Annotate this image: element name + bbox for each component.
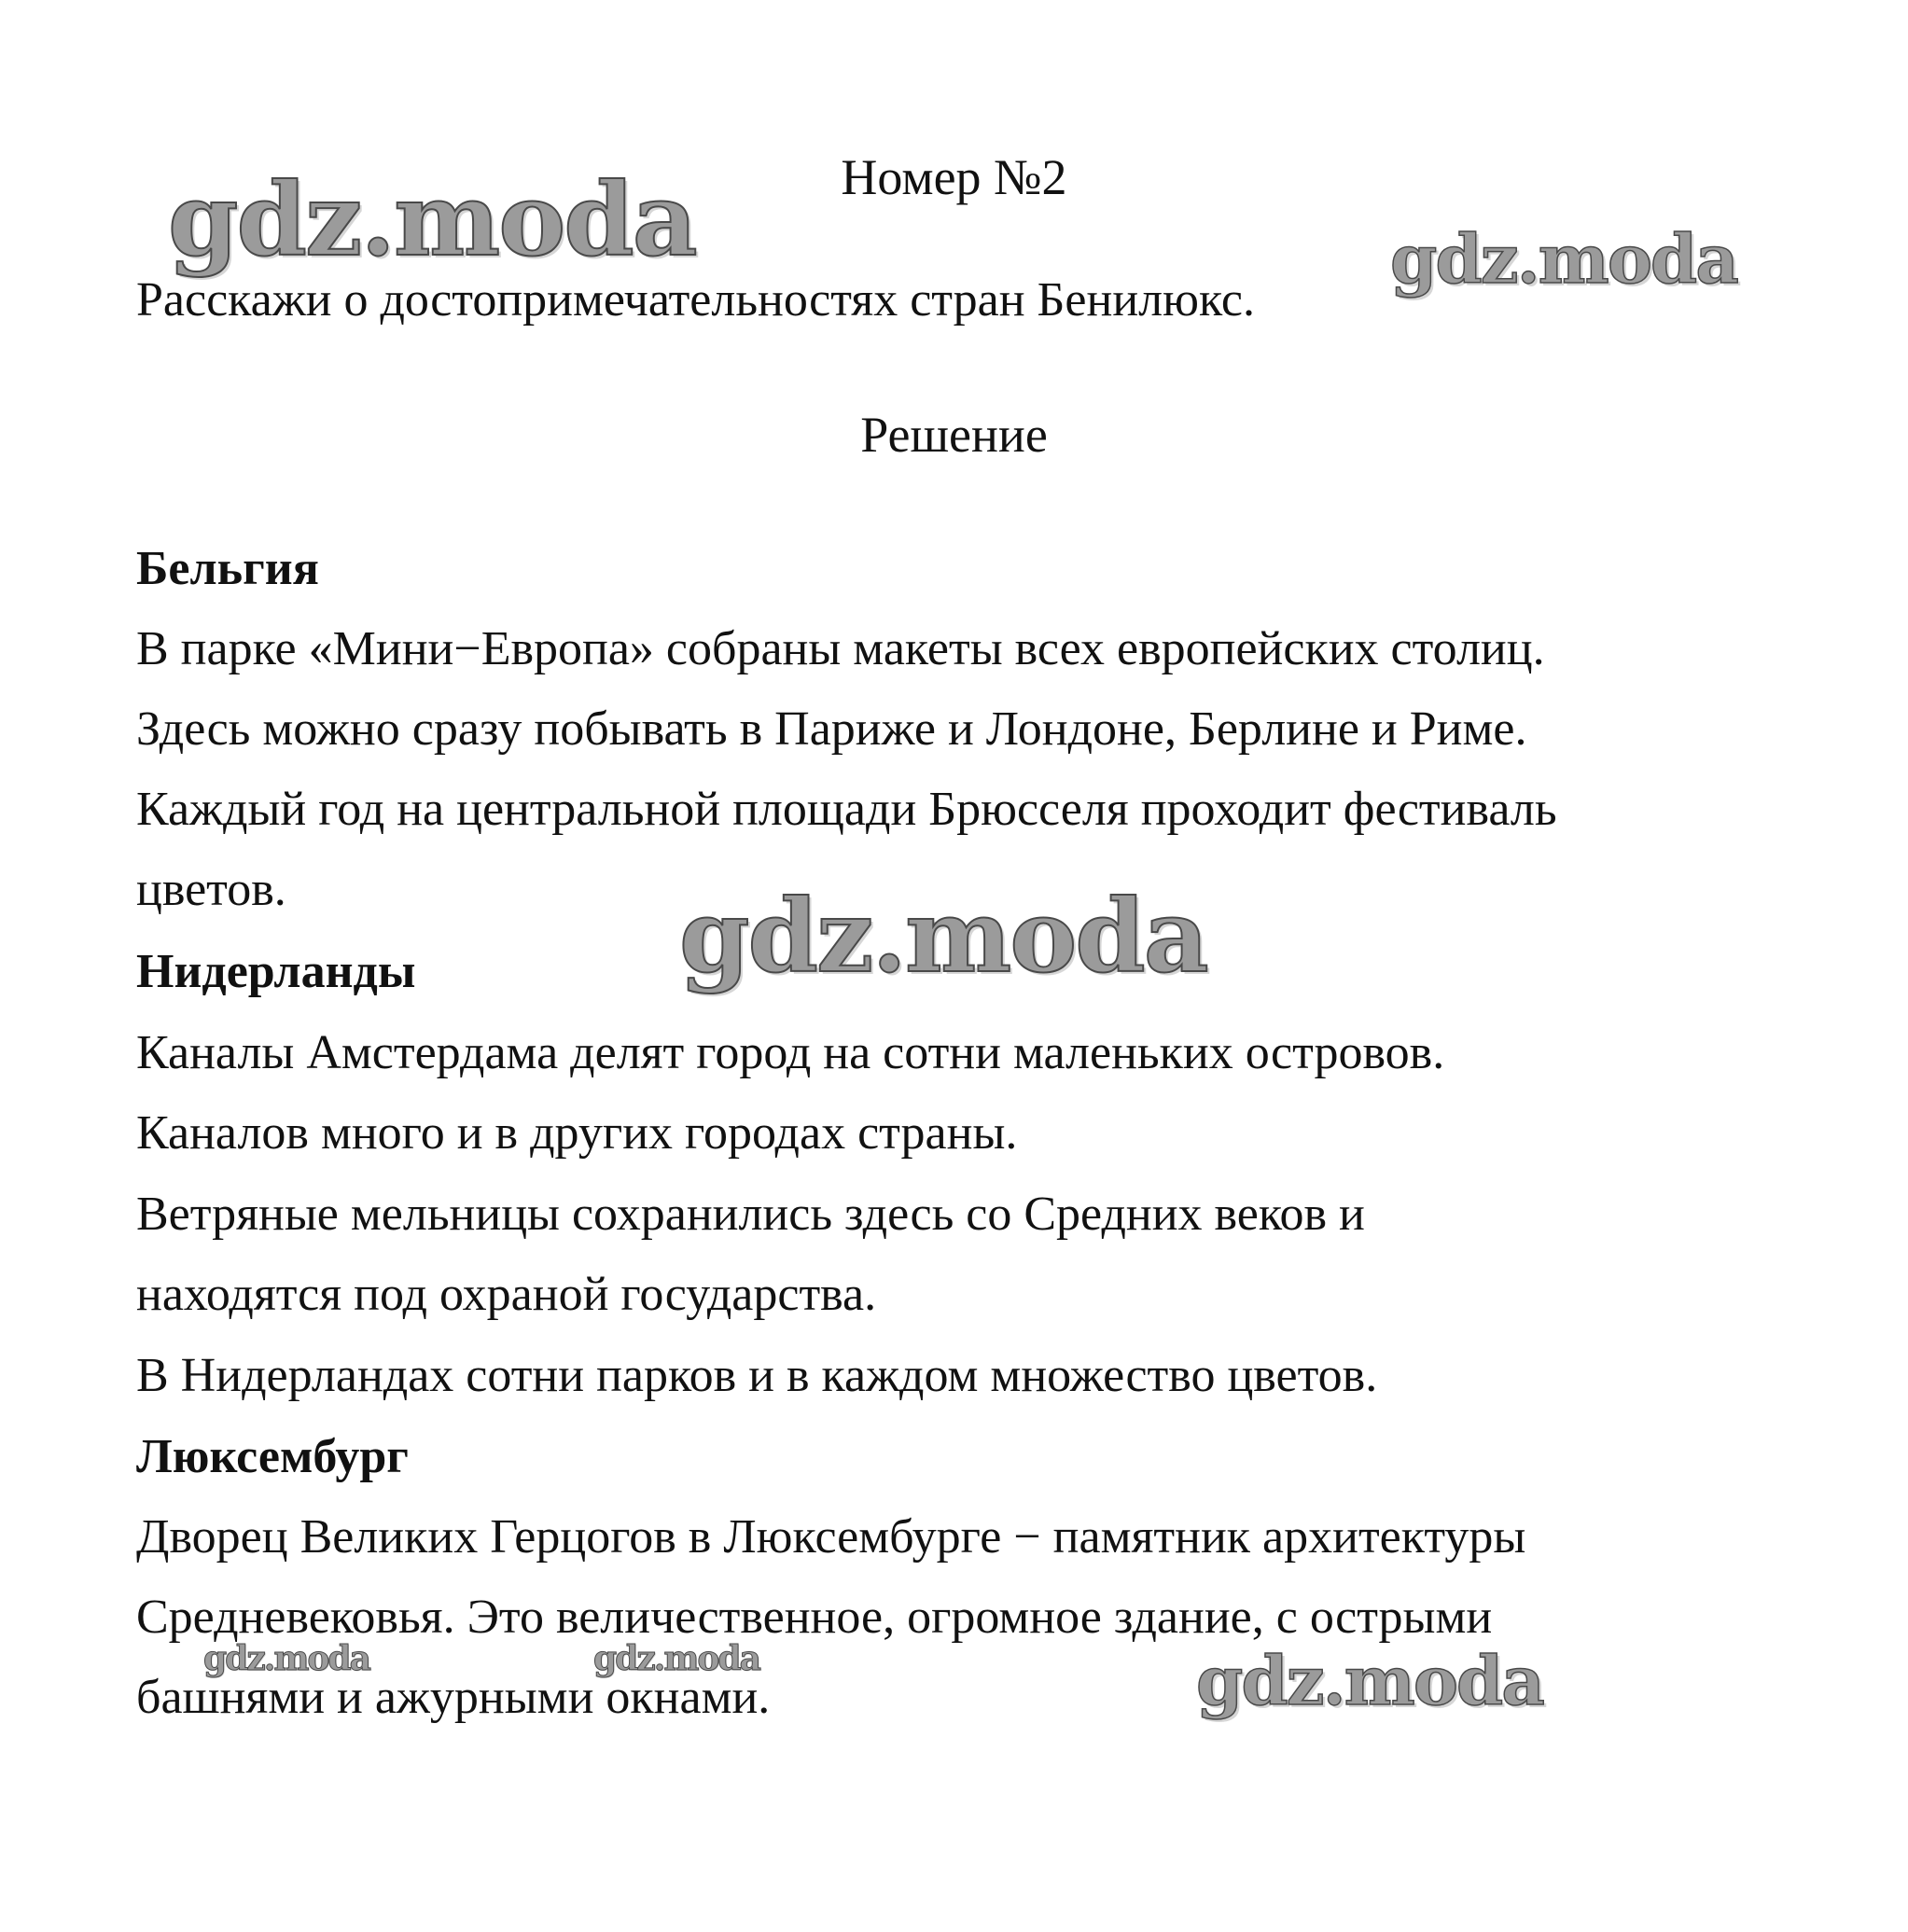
number-title: Номер №2 (841, 149, 1067, 205)
solution-title: Решение (860, 407, 1048, 463)
section-line: Каналы Амстердама делят город на сотни маленьких островов. (136, 1026, 1445, 1079)
section-heading-netherlands: Нидерланды (136, 945, 416, 998)
watermark: gdz.moda (593, 1639, 759, 1678)
section-line: Дворец Великих Герцогов в Люксембурге − памятник архитектуры (136, 1510, 1526, 1564)
watermark: gdz.moda (1390, 219, 1737, 299)
watermark: gdz.moda (679, 878, 1207, 995)
section-line: В Нидерландах сотни парков и в каждом множество цветов. (136, 1349, 1378, 1402)
section-line: цветов. (136, 863, 286, 916)
section-heading-belgium: Бельгия (136, 542, 319, 595)
section-line: башнями и ажурными окнами. (136, 1671, 771, 1724)
watermark: gdz.moda (168, 161, 696, 279)
section-line: В парке «Мини−Европа» собраны макеты всех европейских столиц. (136, 622, 1545, 675)
section-heading-luxembourg: Люксембург (136, 1430, 409, 1483)
watermark: gdz.moda (1196, 1641, 1543, 1720)
section-line: Средневековья. Это величественное, огромное здание, с острыми (136, 1591, 1493, 1644)
section-line: Ветряные мельницы сохранились здесь со Средних веков и (136, 1188, 1365, 1241)
section-line: Каждый год на центральной площади Брюсселя проходит фестиваль (136, 783, 1557, 836)
section-line: Каналов много и в других городах страны. (136, 1106, 1018, 1160)
task-text: Расскажи о достопримечательностях стран Бенилюкс. (136, 273, 1255, 327)
watermark: gdz.moda (203, 1639, 369, 1678)
section-line: находятся под охраной государства. (136, 1268, 877, 1321)
section-line: Здесь можно сразу побывать в Париже и Лондоне, Берлине и Риме. (136, 702, 1527, 756)
